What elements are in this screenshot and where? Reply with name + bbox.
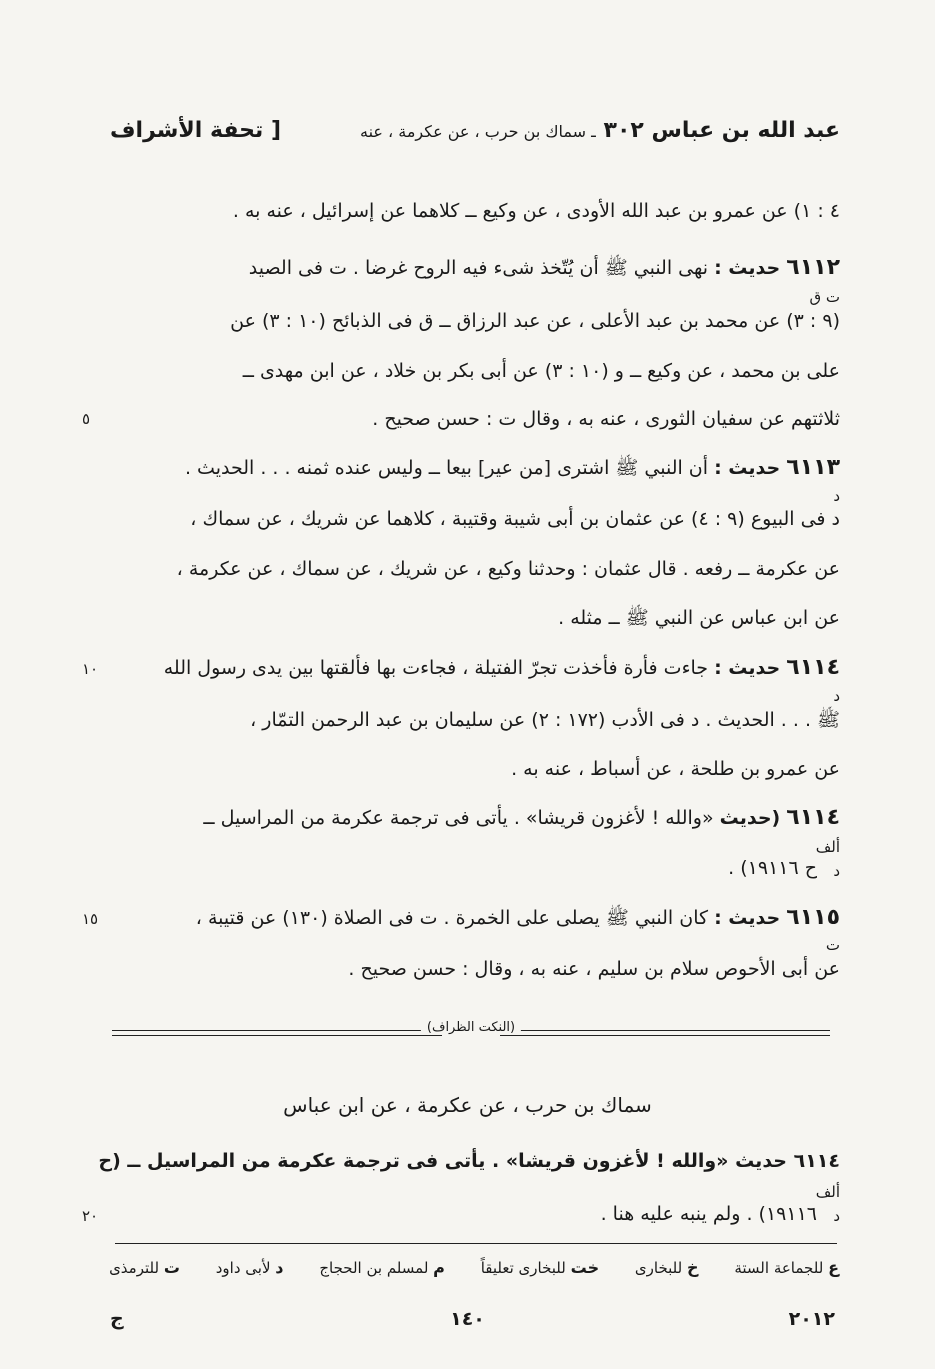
- margin-sigla: ألف: [815, 838, 840, 856]
- abbr-item: خ للبخارى: [634, 1258, 699, 1277]
- margin-sigla: د: [833, 862, 840, 880]
- text-line: (٩ : ٣) عن محمد بن عبد الأعلى ، عن عبد الرزاق ــ ق فى الذبائح (١٠ : ٣) عن: [230, 310, 840, 332]
- divider-label: (النكت الظراف): [421, 1020, 521, 1035]
- hadith-label: حديث :: [714, 657, 781, 679]
- line-number: ١٥: [82, 910, 99, 928]
- abbr-item: خت للبخارى تعليقاً: [480, 1258, 600, 1277]
- text-line: ثلاثتهم عن سفيان الثورى ، عنه به ، وقال ت : حسن صحيح .: [372, 408, 840, 430]
- text-line: د فى البيوع (٩ : ٤) عن عثمان بن أبى شيبة وقتيبة ، كلاهما عن شريك ، عن سماك ،: [190, 508, 840, 530]
- text-line: ٤ : ١) عن عمرو بن عبد الله الأودى ، عن وكيع ــ كلاهما عن إسرائيل ، عنه به .: [232, 200, 840, 222]
- text-line: عن ابن عباس عن النبي ﷺ ــ مثله .: [558, 607, 840, 629]
- text-line: على بن محمد ، عن وكيع ــ و (١٠ : ٣) عن أبى بكر بن خلاد ، عن ابن مهدى ــ: [242, 360, 840, 382]
- abbr-item: م لمسلم بن الحجاج: [319, 1258, 445, 1277]
- hadith-label: حديث :: [714, 257, 781, 279]
- hadith-text: «والله ! لأغزون قريشا» . يأتى فى ترجمة عكرمة من المراسيل ــ: [203, 807, 714, 829]
- text-line: ﷺ . . . الحديث . د فى الأدب (١٧٢ : ٢) عن سليمان بن عبد الرحمن التمّار ،: [250, 709, 840, 731]
- hadith-entry-6112: [249, 255, 840, 284]
- hadith-label: حديث :: [714, 457, 781, 479]
- abbreviation-key: [109, 1258, 839, 1277]
- footer-page-number: ١٤٠: [450, 1308, 485, 1330]
- margin-sigla: ألف: [815, 1183, 840, 1201]
- abbr-item: د لأبى داود: [215, 1258, 284, 1277]
- divider-rule-right: [500, 1030, 830, 1036]
- book-title: [ تحفة الأشراف: [110, 118, 282, 143]
- header-title: [360, 118, 840, 143]
- nukat-line: ١٩١١٦) . ولم ينبه عليه هنا .: [600, 1203, 817, 1225]
- abbr-item: ع للجماعة الستة: [734, 1258, 839, 1277]
- section-title: سماك بن حرب ، عن عكرمة ، عن ابن عباس: [283, 1093, 652, 1117]
- text-line: عن أبى الأحوص سلام بن سليم ، عنه به ، وقال : حسن صحيح .: [348, 958, 840, 980]
- hadith-number: ٦١١٤: [786, 805, 840, 830]
- hadith-number: ٦١١٣: [786, 455, 840, 480]
- line-number: ٢٠: [82, 1207, 99, 1225]
- hadith-label: حديث :: [714, 907, 781, 929]
- hadith-entry-6114-ref: [203, 805, 840, 830]
- margin-sigla: ت ق: [809, 288, 840, 306]
- text-line: ح ١٩١١٦) .: [728, 857, 817, 879]
- text-line: عن عكرمة ــ رفعه . قال عثمان : وحدثنا وكيع ، عن شريك ، عن سماك ، عن عكرمة ،: [176, 558, 840, 580]
- hadith-entry-6114: [164, 655, 840, 680]
- hadith-label: (حديث: [719, 807, 781, 829]
- hadith-number: ٦١١٥: [786, 905, 840, 930]
- hadith-entry-6113: [185, 455, 840, 484]
- margin-sigla: د: [833, 687, 840, 705]
- hadith-number: ٦١١٤: [786, 655, 840, 680]
- line-number: ٥: [82, 410, 91, 428]
- abbr-item: ت للترمذى: [109, 1258, 180, 1277]
- hadith-text: نهى النبي ﷺ أن يُتّخذ شىء فيه الروح غرضا . ت فى الصيد: [248, 257, 709, 279]
- running-header: [110, 118, 840, 158]
- line-number: ١٠: [82, 660, 99, 678]
- header-subtitle: ـ سماك بن حرب ، عن عكرمة ، عنه: [359, 122, 596, 141]
- hadith-entry-6115: [196, 905, 840, 934]
- text-line: عن عمرو بن طلحة ، عن أسباط ، عنه به .: [511, 758, 840, 780]
- footer-volume: ج: [110, 1308, 124, 1330]
- header-title-text: عبد الله بن عباس ٣٠٢: [603, 118, 840, 143]
- hadith-text: كان النبي ﷺ يصلى على الخمرة . ت فى الصلاة (١٣٠) عن قتيبة ،: [195, 907, 709, 929]
- hadith-number: ٦١١٢: [786, 255, 840, 280]
- margin-sigla: د: [833, 1207, 840, 1225]
- hadith-text: أن النبي ﷺ اشترى [من عير] بيعا ــ وليس عنده ثمنه . . . الحديث .: [184, 457, 709, 479]
- margin-sigla: ت: [825, 936, 840, 954]
- nukat-line: ٦١١٤ حديث «والله ! لأغزون قريشا» . يأتى فى ترجمة عكرمة من المراسيل ــ (ح: [98, 1150, 840, 1172]
- footnote-rule: [115, 1243, 837, 1244]
- section-divider: [112, 1020, 830, 1040]
- footer-page-total: ٢٠١٢: [788, 1308, 835, 1330]
- margin-sigla: د: [833, 487, 840, 505]
- divider-rule-left: [112, 1030, 442, 1036]
- hadith-text: جاءت فأرة فأخذت تجرّ الفتيلة ، فجاءت بها فألقتها بين يدى رسول الله: [163, 657, 709, 679]
